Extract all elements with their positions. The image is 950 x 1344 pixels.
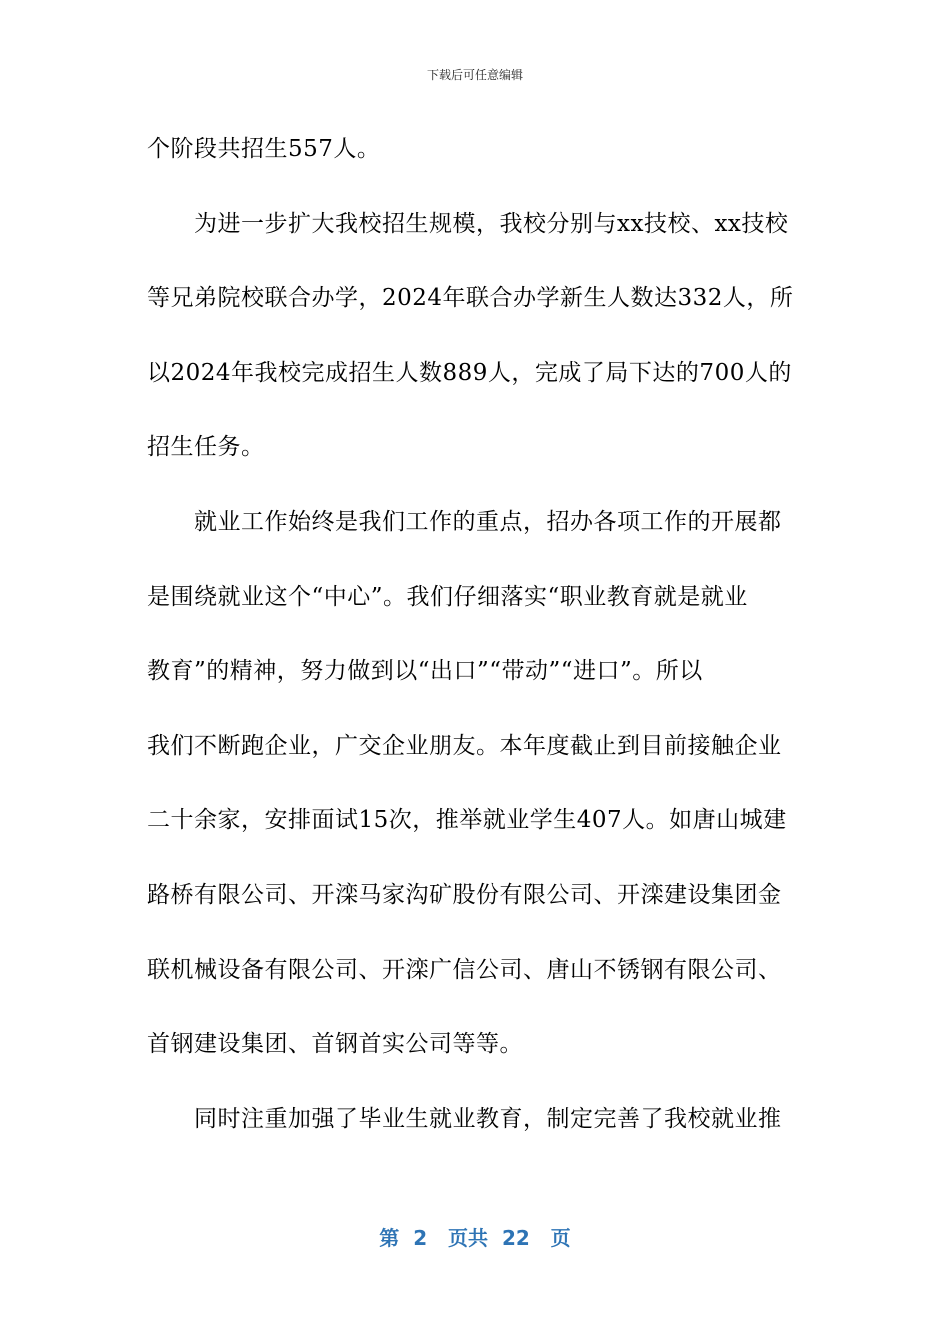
text-line: 首钢建设集团、首钢首实公司等等。 xyxy=(147,1031,523,1058)
page-number-footer: 第 2 页共 22 页 xyxy=(379,1226,571,1250)
text-line: 个阶段共招生557人。 xyxy=(147,136,381,162)
text-line: 路桥有限公司、开滦马家沟矿股份有限公司、开滦建设集团金 xyxy=(147,881,782,908)
text-line: 二十余家，安排面试15次，推举就业学生407人。如唐山城建 xyxy=(147,807,787,834)
text-line: 同时注重加强了毕业生就业教育，制定完善了我校就业推 xyxy=(147,1105,782,1132)
text-line: 联机械设备有限公司、开滦广信公司、唐山不锈钢有限公司、 xyxy=(147,956,782,983)
text-line: 教育”的精神，努力做到以“出口”“带动”“进口”。所以 xyxy=(147,658,703,685)
text-line: 是围绕就业这个“中心”。我们仔细落实“职业教育就是就业 xyxy=(147,583,748,610)
text-line: 以2024年我校完成招生人数889人，完成了局下达的700人的 xyxy=(147,359,792,386)
text-line: 招生任务。 xyxy=(147,434,265,461)
text-line: 就业工作始终是我们工作的重点，招办各项工作的开展都 xyxy=(147,508,782,535)
text-line: 为进一步扩大我校招生规模，我校分别与xx技校、xx技校 xyxy=(147,210,789,237)
page-header: 下载后可任意编辑 xyxy=(426,68,523,82)
body-text xyxy=(147,112,807,1156)
text-line: 我们不断跑企业，广交企业朋友。本年度截止到目前接触企业 xyxy=(147,732,782,759)
text-line: 等兄弟院校联合办学，2024年联合办学新生人数达332人，所 xyxy=(147,285,794,312)
